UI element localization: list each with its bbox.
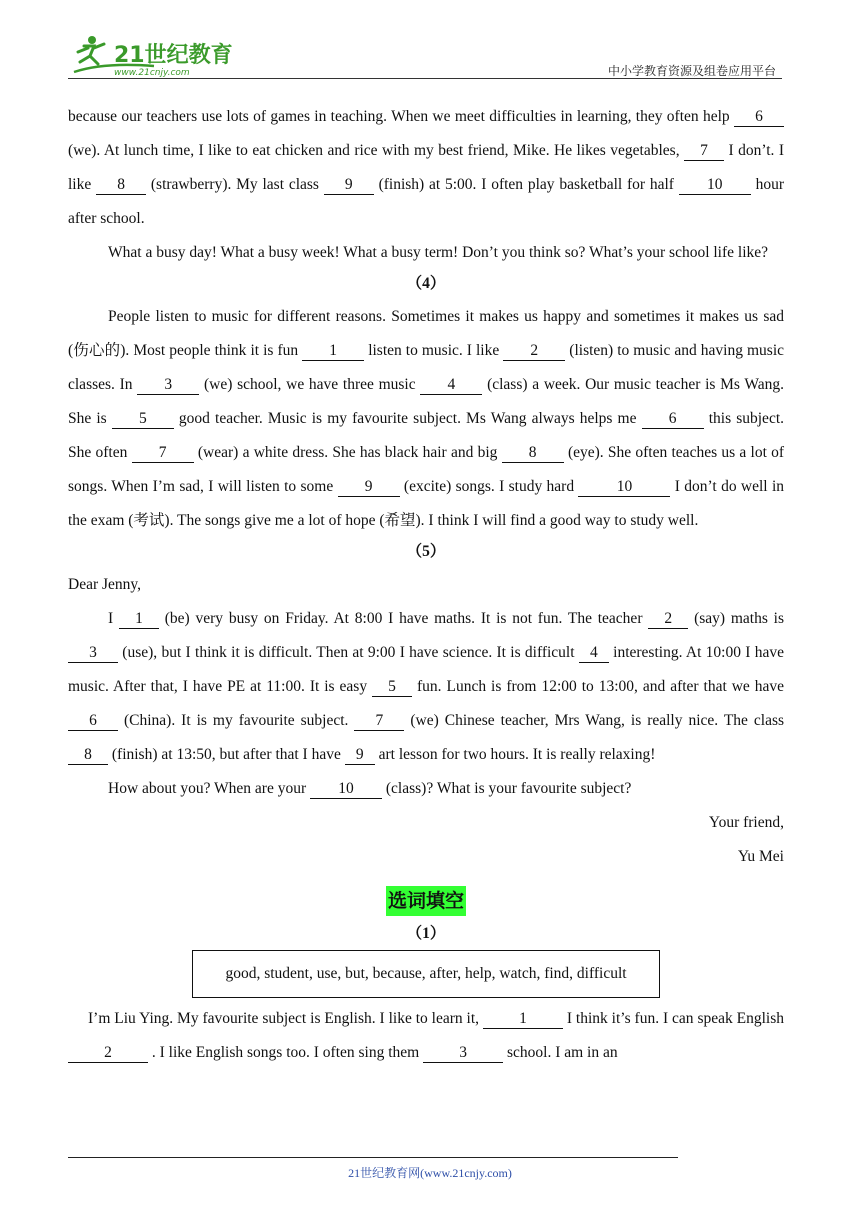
header-divider — [68, 78, 782, 79]
blank-1[interactable]: 1 — [302, 342, 364, 361]
blank-10[interactable]: 10 — [679, 176, 751, 195]
passage5-paragraph1: I 1 (be) very busy on Friday. At 8:00 I have maths. It is not fun. The teacher 2 (say) maths is 3 (use), but I think it is difficult. Then at 9:00 I have science. It is difficult 4 interesting. At 10:00 I have music. After that, I have PE at 11:00. It is easy 5 fun. Lunch is from 12:00 to 13:00, and after that we have 6 (China). It is my favourite subject. 7 (we) Chinese teacher, Mrs Wang, is really nice. The class 8 (finish) at 13:50, but after that I have 9 art lesson for two hours. It is really relaxing! — [68, 610, 785, 763]
footer-divider — [68, 1157, 678, 1158]
blank-6[interactable]: 6 — [734, 108, 784, 127]
page-header — [0, 0, 860, 84]
blank-4[interactable]: 4 — [420, 376, 482, 395]
blank-6[interactable]: 6 — [642, 410, 704, 429]
passage3-paragraph2: What a busy day! What a busy week! What a busy term! Don’t you think so? What’s your school life like? — [108, 244, 769, 261]
blank-8[interactable]: 8 — [96, 176, 146, 195]
passage5-label: （5） — [406, 543, 446, 560]
blank-2[interactable]: 2 — [648, 610, 688, 629]
blank-10[interactable]: 10 — [310, 780, 382, 799]
blank-7[interactable]: 7 — [132, 444, 194, 463]
logo-url: www.21cnjy.com — [114, 68, 190, 78]
footer-text: 21世纪教育网(www.21cnjy.com) — [348, 1166, 512, 1180]
blank-3[interactable]: 3 — [137, 376, 199, 395]
blank-2[interactable]: 2 — [68, 1044, 148, 1063]
word-bank: good, student, use, but, because, after, help, watch, find, difficult — [192, 950, 660, 998]
blank-10[interactable]: 10 — [578, 478, 670, 497]
passage4-label: （4） — [406, 275, 446, 292]
blank-9[interactable]: 9 — [338, 478, 400, 497]
section-paragraph: I’m Liu Ying. My favourite subject is English. I like to learn it, 1 I think it’s fun. I can speak English 2 . I like English songs too. I often sing them 3 school. I am in an — [68, 1002, 784, 1070]
letter-signature: Yu Mei — [737, 848, 784, 865]
blank-3[interactable]: 3 — [68, 644, 118, 663]
blank-1[interactable]: 1 — [483, 1010, 563, 1029]
section-heading: 选词填空 — [68, 884, 784, 920]
blank-4[interactable]: 4 — [579, 644, 609, 663]
passage3-paragraph1: because our teachers use lots of games in teaching. When we meet difficulties in learning, they often help 6 (we). At lunch time, I like to eat chicken and rice with my best friend, Mike. He likes vegetables, 7 I don’t. I like 8 (strawberry). My last class 9 (finish) at 5:00. I often play basketball for half 10 hour after school. — [68, 108, 785, 227]
passage4-paragraph: People listen to music for different reasons. Sometimes it makes us happy and sometimes it makes us sad (伤心的). Most people think it is fun 1 listen to music. I like 2 (listen) to music and having music classes. In 3 (we) school, we have three music 4 (class) a week. Our music teacher is Ms Wang. She is 5 good teacher. Music is my favourite subject. Ms Wang always helps me 6 this subject. She often 7 (wear) a white dress. She has black hair and big 8 (eye). She often teaches us a lot of songs. When I’m sad, I will listen to some 9 (excite) songs. I study hard 10 I don’t do well in the exam (考试). The songs give me a lot of hope (希望). I think I will find a good way to study well. — [68, 308, 785, 529]
passage5-paragraph2: How about you? When are your 10 (class)? What is your favourite subject? — [108, 780, 632, 797]
blank-1[interactable]: 1 — [119, 610, 159, 629]
document-body — [68, 100, 784, 1070]
blank-2[interactable]: 2 — [503, 342, 565, 361]
blank-7[interactable]: 7 — [354, 712, 404, 731]
blank-3[interactable]: 3 — [423, 1044, 503, 1063]
blank-8[interactable]: 8 — [502, 444, 564, 463]
site-logo — [64, 32, 234, 80]
logo-text: 21世纪教育 — [114, 43, 233, 68]
platform-name: 中小学教育资源及组卷应用平台 — [607, 64, 776, 78]
letter-closing: Your friend, — [708, 814, 784, 831]
blank-9[interactable]: 9 — [345, 746, 375, 765]
blank-6[interactable]: 6 — [68, 712, 118, 731]
blank-5[interactable]: 5 — [372, 678, 412, 697]
blank-5[interactable]: 5 — [112, 410, 174, 429]
blank-8[interactable]: 8 — [68, 746, 108, 765]
blank-7[interactable]: 7 — [684, 142, 724, 161]
section-label: （1） — [406, 925, 446, 942]
letter-greeting: Dear Jenny, — [68, 576, 142, 593]
blank-9[interactable]: 9 — [324, 176, 374, 195]
